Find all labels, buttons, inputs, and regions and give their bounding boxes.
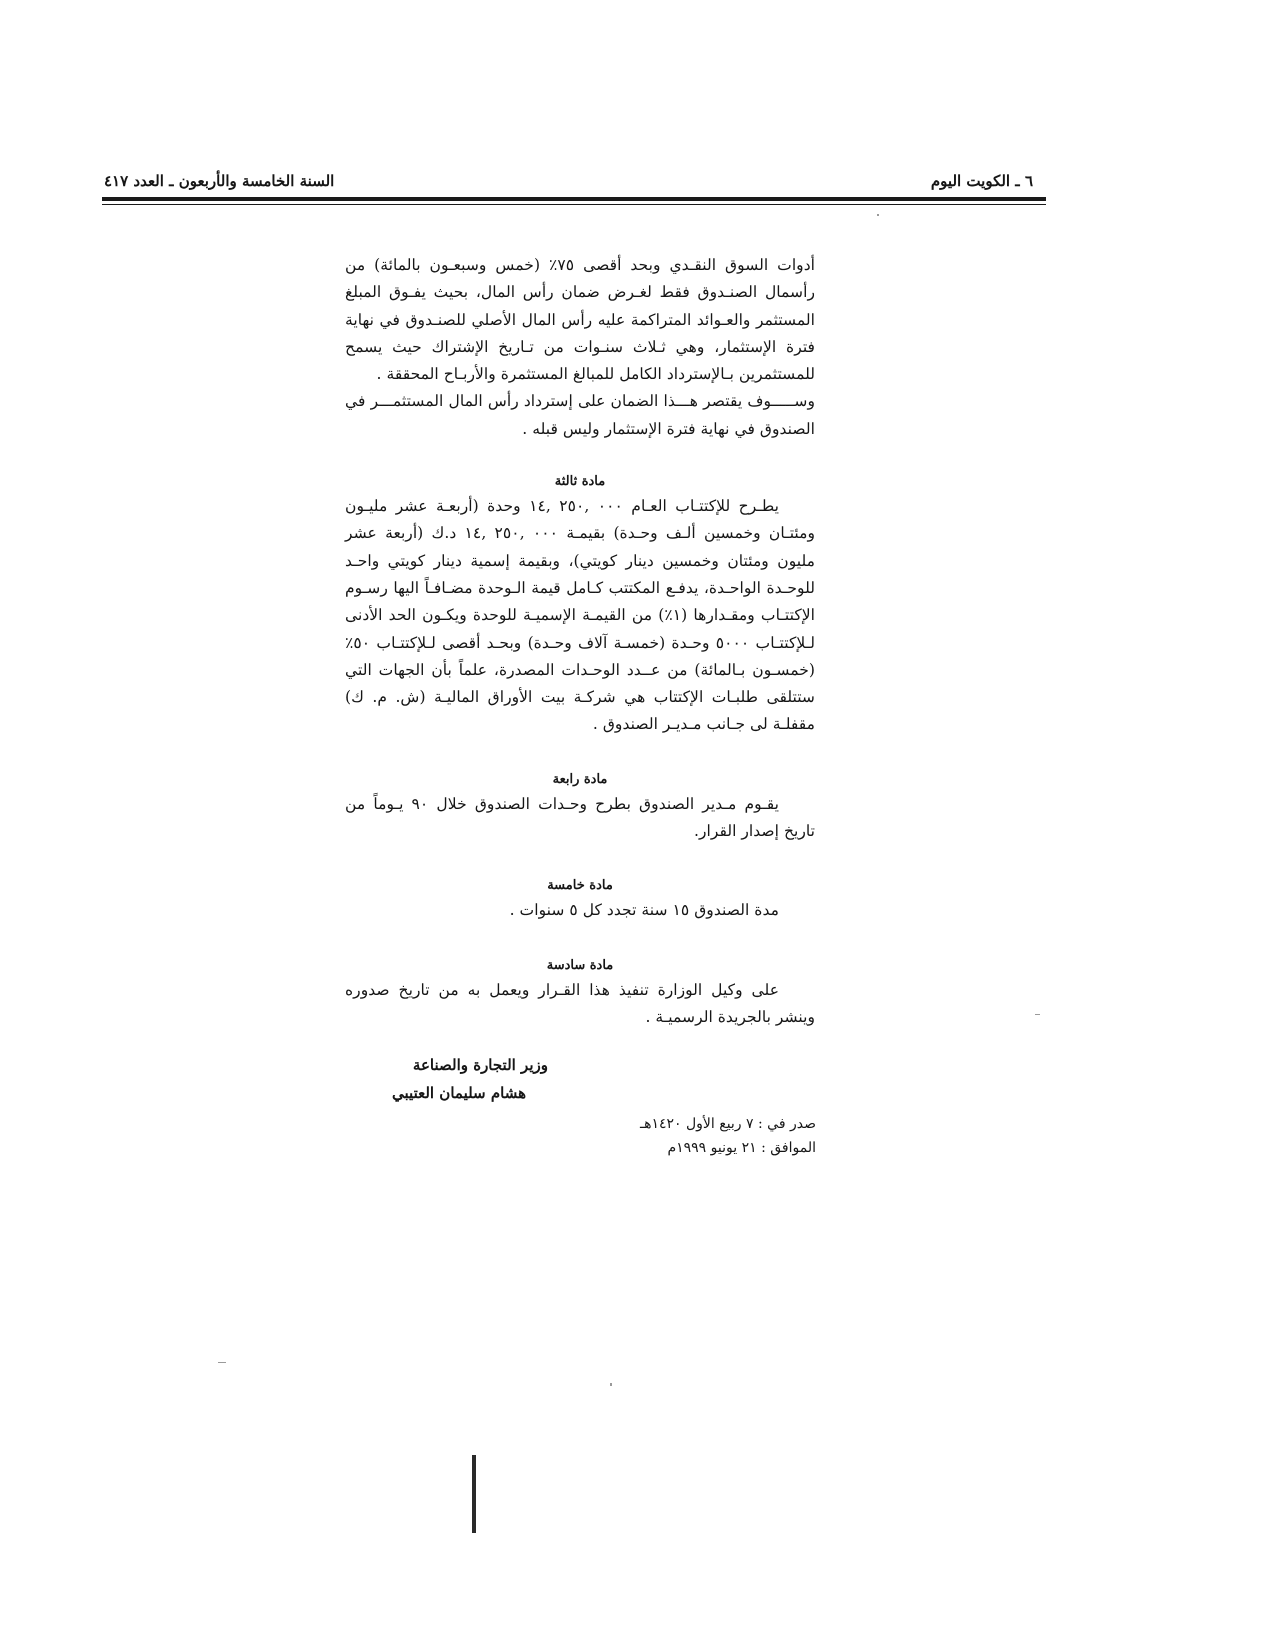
hijri-date: صدر في : ٧ ربيع الأول ١٤٢٠هـ: [639, 1116, 816, 1132]
scan-speck: [218, 1362, 226, 1363]
article-title: مادة ثالثة: [554, 474, 606, 490]
scan-speck: [877, 214, 879, 216]
issue-dates: [640, 1112, 816, 1160]
signatory-name: هشام سليمان العتيبي: [392, 1084, 526, 1102]
intro-paragraph: أدوات السوق النقـدي وبحد أقصى ٧٥٪ (خمس وسبعـون بالمائة) من رأسمال الصنـدوق فقط لغـرض ضمان رأس المال، بحيث يفـوق المبلغ المستثمر والعـوائد المتراكمة عليه رأس المال الأصلي للصنـدوق في نهاية فترة الإستثمار، وهي ثـلاث سنـوات من تـاريخ الإشتراك حيث يسمح للمستثمرين بـالإسترداد الكامل للمبالغ المستثمرة والأربـاح المحققة .: [345, 256, 815, 384]
gregorian-date: الموافق : ٢١ يونيو ١٩٩٩م: [667, 1140, 816, 1156]
scan-speck: [610, 1383, 612, 1386]
scan-speck: [1035, 1014, 1040, 1015]
header-issue: السنة الخامسة والأربعون ـ العدد ٤١٧: [104, 172, 335, 190]
article-text: على وكيل الوزارة تنفيذ هذا القـرار ويعمل به من تاريخ صدوره وينشر بالجريدة الرسميـة .: [345, 980, 815, 1026]
article-text: يطـرح للإكتتـاب العـام ٠٠٠ ,٢٥٠ ,١٤ وحدة (أربعـة عشر مليـون ومئتـان وخمسين ألـف وحـدة) بقيمـة ٠٠٠ ,٢٥٠ ,١٤ د.ك (أربعة عشر مليون ومئتان وخمسين دينار كويتي)، وبقيمة إسمية دينار كويتي واحـد للوحـدة الواحـدة، يدفـع المكتتب كـامل قيمة الـوحدة مضـافـاً اليها رسـوم الإكتتـاب ومقـدارها (١٪) من القيمـة الإسميـة للوحدة ويكـون الحد الأدنى لـلإكتتـاب ٥٠٠٠ وحـدة (خمسـة آلاف وحـدة) وبحـد أقصى لـلإكتتـاب ٥٠٪ (خمسـون بـالمائة) من عــدد الوحـدات المصدرة، علماً بأن الجهات التي ستتلقى طلبـات الإكتتاب هي شركـة بيت الأوراق الماليـة (ش. م. ك) مقفلـة لى جـانب مـديـر الصندوق .: [345, 497, 815, 734]
article-text: يقـوم مـدير الصندوق بطرح وحـدات الصندوق خلال ٩٠ يـوماً من تاريخ إصدار القرار.: [345, 794, 815, 841]
article-text: مدة الصندوق ١٥ سنة تجدد كل ٥ سنوات .: [509, 901, 779, 920]
article-title: مادة رابعة: [552, 771, 608, 787]
article-title: مادة سادسة: [546, 957, 614, 973]
article-title: مادة خامسة: [547, 878, 613, 894]
header-rule-thin: [102, 204, 1046, 205]
binding-mark: [472, 1455, 476, 1533]
header-publication: ٦ ـ الكويت اليوم: [930, 172, 1033, 190]
signatory-title: وزير التجارة والصناعة: [412, 1056, 548, 1074]
intro-paragraph: وســـــوف يقتصر هـــذا الضمان على إسترداد رأس المال المستثمـــر في الصندوق في نهاية فترة الإستثمار وليس قبله .: [345, 392, 815, 438]
signature-block: [392, 1051, 548, 1107]
document-body: [345, 252, 815, 1031]
header-rule-thick: [102, 197, 1046, 201]
